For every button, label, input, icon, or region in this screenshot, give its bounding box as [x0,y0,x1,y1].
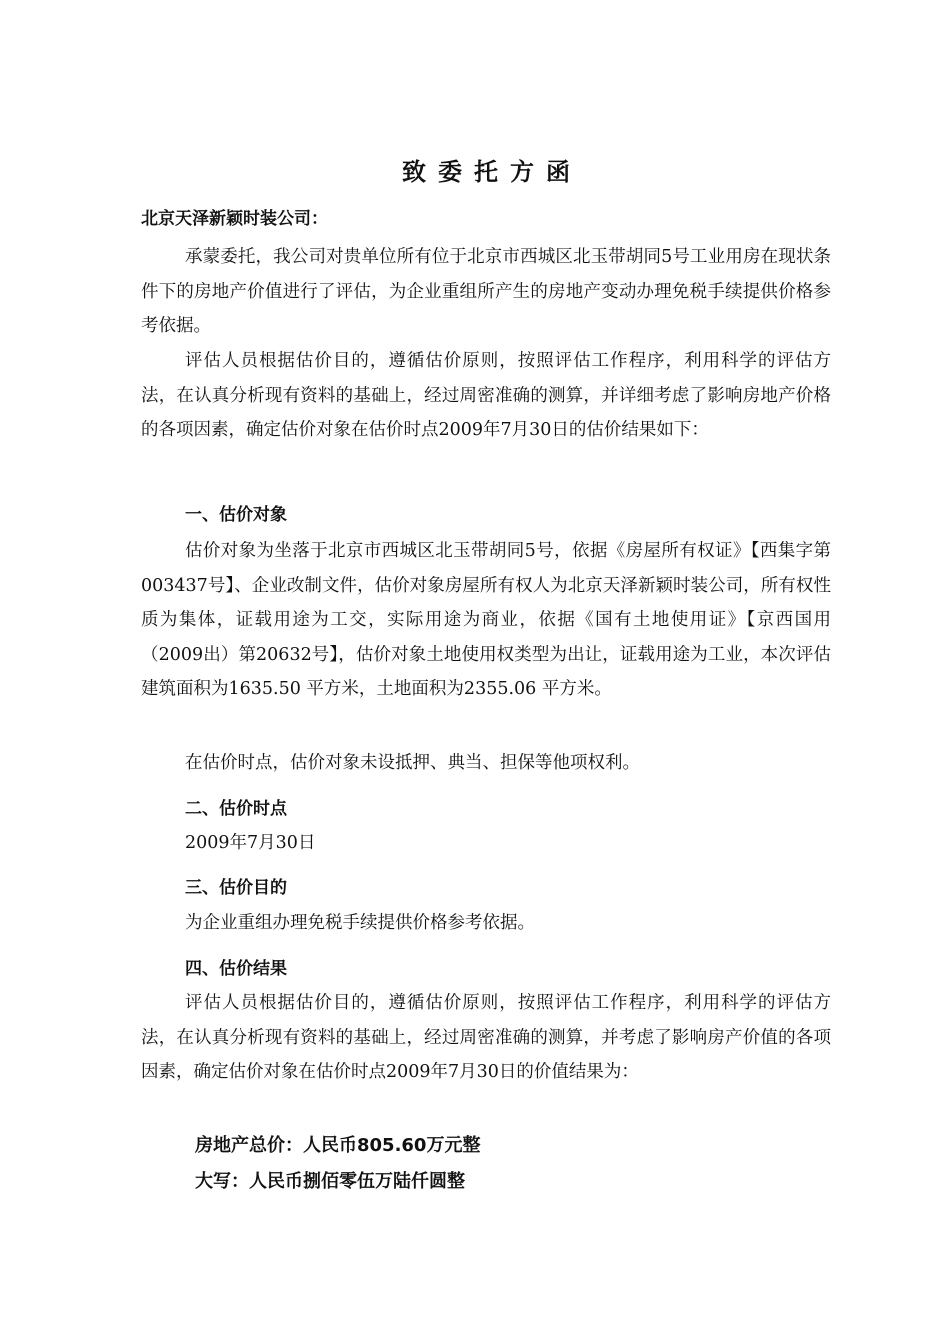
purpose-text: 为企业重组办理免税手续提供价格参考依据。 [185,913,535,933]
section-heading-purpose: 三、估价目的 [185,878,287,898]
result-paragraph: 评估人员根据估价目的，遵循估价原则，按照评估工作程序，利用科学的评估方法，在认真分析现有资料的基础上，经过周密准确的测算，并考虑了影响房产价值的各项因素，确定估价对象在估价时点2009年7月30日的价值结果为： [141,993,831,1082]
object-paragraph: 估价对象为坐落于北京市西城区北玉带胡同5号，依据《房屋所有权证》【西集字第003437号】、企业改制文件，估价对象房屋所有权人为北京天泽新颖时装公司，所有权性质为集体，证载用途为工交，实际用途为商业，依据《国有土地使用证》【京西国用（2009出）第20632号】，估价对象土地使用权类型为出让，证载用途为工业，本次评估建筑面积为1635.50 平方米，土地面积为2355.06 平方米。 [141,541,831,699]
section-heading-object: 一、估价对象 [185,505,287,525]
addressee: 北京天泽新颖时装公司： [141,209,328,229]
section-heading-result: 四、估价结果 [185,959,287,979]
total-price-line: 房地产总价：人民币805.60万元整 [195,1135,481,1156]
valuation-date-value: 2009年7月30日 [185,833,316,853]
capital-amount-line: 大写：人民币捌佰零伍万陆仟圆整 [195,1171,465,1192]
page-title: 致委托方函 [402,158,582,186]
section-heading-valuation-date: 二、估价时点 [185,799,287,819]
object-rights-paragraph: 在估价时点，估价对象未设抵押、典当、担保等他项权利。 [185,753,640,773]
intro-paragraph-1: 承蒙委托，我公司对贵单位所有位于北京市西城区北玉带胡同5号工业用房在现状条件下的房地产价值进行了评估，为企业重组所产生的房地产变动办理免税手续提供价格参考依据。 [141,247,831,336]
intro-paragraph-2: 评估人员根据估价目的，遵循估价原则，按照评估工作程序，利用科学的评估方法，在认真分析现有资料的基础上，经过周密准确的测算，并详细考虑了影响房地产价格的各项因素，确定估价对象在估价时点2009年7月30日的估价结果如下： [141,351,831,440]
